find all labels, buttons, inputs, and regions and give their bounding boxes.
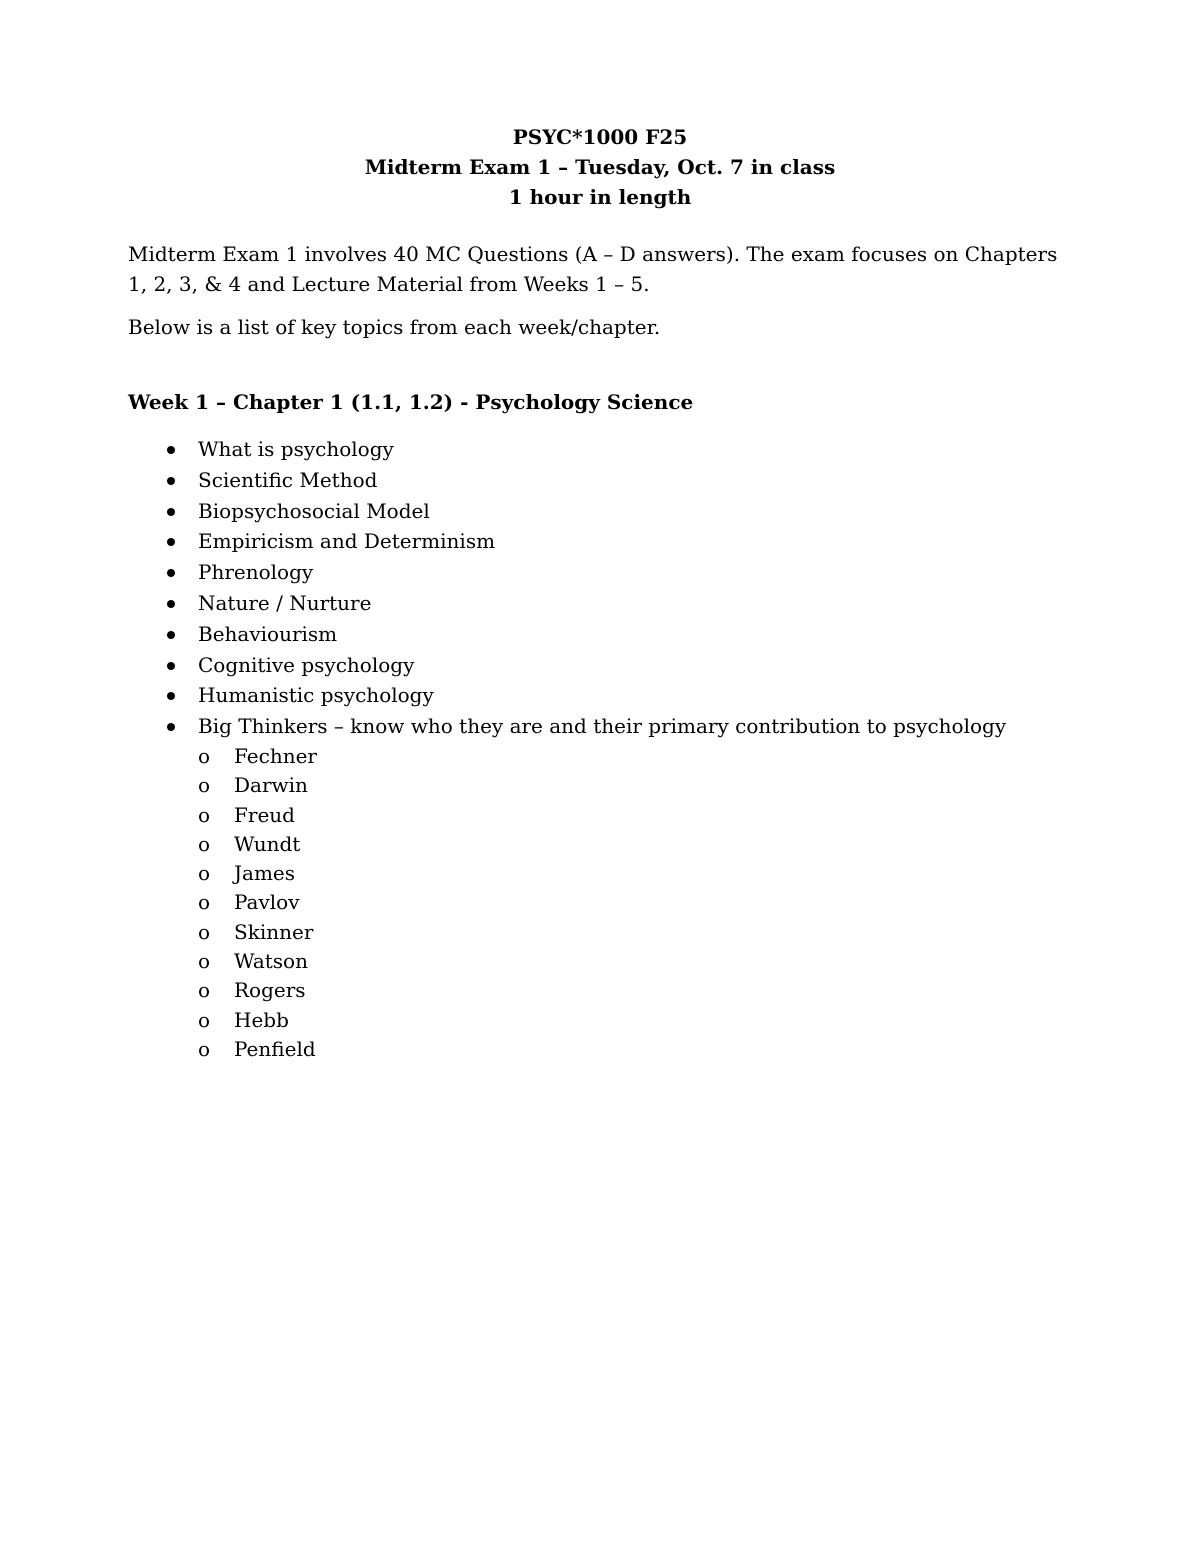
list-item — [198, 888, 1006, 917]
topic-text: Big Thinkers – know who they are and their primary contribution to psychology — [198, 714, 1007, 739]
exam-length: 1 hour in length — [508, 185, 692, 209]
list-item — [198, 1006, 1006, 1035]
circle-bullet-icon: o — [198, 831, 211, 856]
topic-text: What is psychology — [198, 437, 394, 461]
bullet-icon — [167, 600, 175, 608]
list-item — [160, 588, 1006, 619]
thinker-name: Penfield — [234, 1036, 316, 1061]
bullet-icon — [167, 662, 175, 670]
list-item — [160, 434, 1006, 465]
list-item — [160, 680, 1006, 711]
bullet-icon — [167, 569, 175, 577]
thinker-name: Wundt — [234, 831, 301, 856]
bullet-icon — [167, 723, 175, 731]
bullet-icon — [167, 446, 175, 454]
bullet-icon — [167, 692, 175, 700]
list-item — [160, 557, 1006, 588]
exam-title: Midterm Exam 1 – Tuesday, Oct. 7 in class — [364, 155, 836, 179]
list-item — [160, 465, 1006, 496]
week-1-topic-list — [160, 434, 1006, 1064]
list-item — [198, 742, 1006, 771]
circle-bullet-icon: o — [198, 743, 211, 768]
topics-intro-paragraph: Below is a list of key topics from each week/chapter. — [128, 315, 661, 339]
circle-bullet-icon: o — [198, 949, 211, 974]
intro-paragraph: Midterm Exam 1 involves 40 MC Questions (A – D answers). The exam focuses on Chapters 1, 2, 3, & 4 and Lecture Material from Weeks 1 – 5. — [128, 242, 1058, 296]
list-item — [198, 976, 1006, 1005]
thinker-name: Watson — [234, 949, 308, 974]
topic-text: Phrenology — [198, 560, 314, 585]
bullet-icon — [167, 538, 175, 546]
list-item — [160, 496, 1006, 527]
list-item — [198, 771, 1006, 800]
list-item — [198, 801, 1006, 830]
circle-bullet-icon: o — [198, 773, 211, 798]
thinker-name: Hebb — [234, 1007, 289, 1032]
list-item-big-thinkers — [160, 711, 1006, 1064]
circle-bullet-icon: o — [198, 861, 211, 886]
list-item — [198, 947, 1006, 976]
circle-bullet-icon: o — [198, 978, 211, 1003]
thinker-name: Freud — [234, 802, 295, 827]
bullet-icon — [167, 477, 175, 485]
list-item — [198, 1035, 1006, 1064]
circle-bullet-icon: o — [198, 1036, 211, 1061]
thinker-name: Darwin — [234, 773, 308, 798]
list-item — [160, 650, 1006, 681]
topic-text: Nature / Nurture — [198, 590, 372, 615]
list-item — [198, 830, 1006, 859]
circle-bullet-icon: o — [198, 919, 211, 944]
thinker-name: Skinner — [234, 919, 314, 944]
topic-text: Cognitive psychology — [198, 652, 415, 677]
thinker-name: Pavlov — [234, 890, 300, 915]
list-item — [198, 859, 1006, 888]
list-item — [198, 918, 1006, 947]
topic-text: Empiricism and Determinism — [198, 529, 496, 554]
list-item — [160, 526, 1006, 557]
topic-text: Humanistic psychology — [198, 683, 434, 708]
thinker-name: Fechner — [234, 743, 317, 768]
circle-bullet-icon: o — [198, 890, 211, 915]
big-thinkers-list — [198, 742, 1006, 1064]
bullet-icon — [167, 508, 175, 516]
topic-text: Scientific Method — [198, 467, 378, 492]
course-title: PSYC*1000 F25 — [512, 125, 688, 149]
topic-text: Biopsychosocial Model — [198, 498, 430, 523]
circle-bullet-icon: o — [198, 802, 211, 827]
topic-text: Behaviourism — [198, 621, 338, 646]
thinker-name: Rogers — [234, 978, 306, 1003]
thinker-name: James — [234, 861, 296, 886]
bullet-icon — [167, 631, 175, 639]
circle-bullet-icon: o — [198, 1007, 211, 1032]
list-item — [160, 619, 1006, 650]
document-header — [0, 122, 1200, 212]
week-1-heading: Week 1 – Chapter 1 (1.1, 1.2) - Psychology Science — [128, 390, 694, 414]
